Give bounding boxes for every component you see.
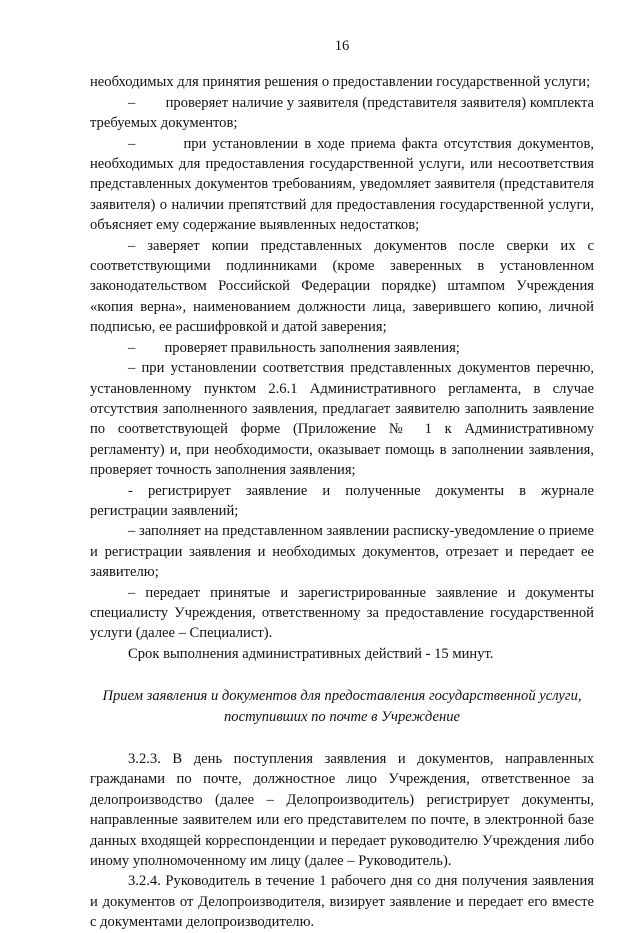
paragraph-10: Срок выполнения административных действий - 15 минут. [128, 645, 494, 662]
paragraph-1: необходимых для принятия решения о предоставлении государственной услуги; [90, 74, 591, 91]
paragraph-9: – передает принятые и зарегистрированные заявление и документы специалисту Учреждения, ответственному за предоставление государственной услуги (далее – Специалист). [90, 584, 594, 642]
page-number: 16 [334, 38, 350, 54]
paragraph-5: – проверяет правильность заполнения заявления; [128, 339, 460, 356]
document-page [90, 36, 594, 933]
paragraph-7: - регистрирует заявление и полученные документы в журнале регистрации заявлений; [90, 482, 594, 519]
paragraph-3: – при установлении в ходе приема факта отсутствия документов, необходимых для предоставления государственной услуги, или несоответствия представленных документов требованиям, уведомляет заявителя (представителя заявителя) о наличии препятствий для предоставления государственной услуги, объясняет ему содержание выявленных недостатков; [90, 135, 594, 234]
section-before [90, 72, 594, 664]
paragraph-2: – проверяет наличие у заявителя (представителя заявителя) комплекта требуемых документов; [90, 94, 594, 132]
paragraph-8: – заполняет на представленном заявлении расписку-уведомление о приеме и регистрации заявления и необходимых документов, отрезает и передает ее заявителю; [90, 523, 594, 581]
paragraph-4: – заверяет копии представленных документов после сверки их с соответствующими подлинниками (кроме заверенных в установленном законодательством Российской Федерации порядке) штампом Учреждения «копия верна», наименованием должности лица, заверившего копию, личной подписью, ее расшифровкой и датой заверения; [90, 237, 594, 336]
section-heading: Прием заявления и документов для предоставления государственной услуги, поступивших по почте в Учреждение [102, 688, 582, 725]
paragraph-12: 3.2.4. Руководитель в течение 1 рабочего дня со дня получения заявления и документов от Делопроизводителя, визирует заявление и передает его вместе с документами делопроизводителю. [90, 873, 594, 931]
paragraph-11: 3.2.3. В день поступления заявления и документов, направленных гражданами по почте, должностное лицо Учреждения, ответственное за делопроизводство (далее – Делопроизводитель) регистрирует документы, направленные заявителем или его представителем по почте, в электронной базе данных входящей корреспонденции и передает руководителю Учреждения либо иному уполномоченному им лицу (далее – Руководитель). [90, 751, 594, 870]
section-after [90, 749, 594, 933]
paragraph-6: – при установлении соответствия представленных документов перечню, установленному пунктом 2.6.1 Административного регламента, в случае отсутствия заполненного заявления, предлагает заявителю заполнить заявление по соответствующей форме (Приложение № 1 к Административному регламенту) и, при необходимости, оказывает помощь в заполнении заявления, проверяет точность заполнения заявления; [90, 360, 594, 479]
